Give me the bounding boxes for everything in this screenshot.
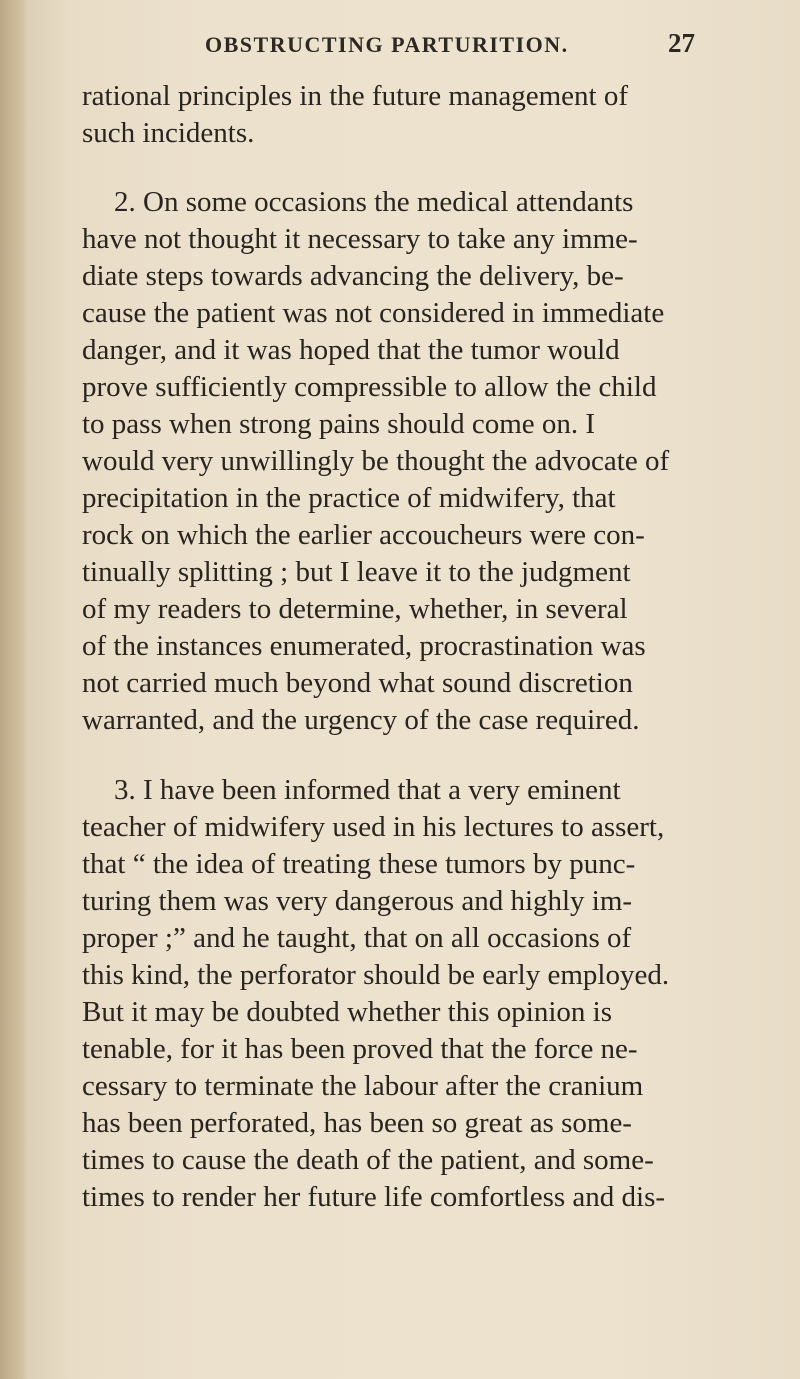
text-line: 2. On some occasions the medical attendants — [114, 186, 634, 218]
text-line: rock on which the earlier accoucheurs were con- — [82, 519, 645, 551]
text-line: cessary to terminate the labour after the cranium — [82, 1070, 644, 1102]
text-line: danger, and it was hoped that the tumor would — [82, 334, 620, 366]
text-line: tinually splitting ; but I leave it to the judgment — [82, 556, 631, 588]
text-line: of my readers to determine, whether, in several — [82, 593, 628, 625]
text-line: But it may be doubted whether this opinion is — [82, 996, 613, 1028]
text-line: teacher of midwifery used in his lectures to assert, — [82, 811, 665, 843]
page-header — [0, 18, 800, 58]
text-line: prove sufficiently compressible to allow the child — [82, 371, 657, 403]
page-gutter-shadow — [0, 0, 28, 1379]
text-line: proper ;” and he taught, that on all occasions of — [82, 922, 632, 954]
text-line: turing them was very dangerous and highly im- — [82, 885, 633, 917]
text-line: diate steps towards advancing the delivery, be- — [82, 260, 624, 292]
text-line: times to render her future life comfortless and dis- — [82, 1181, 666, 1213]
text-line: that “ the idea of treating these tumors by punc- — [82, 848, 636, 880]
text-line: to pass when strong pains should come on. I — [82, 408, 596, 440]
text-line: cause the patient was not considered in immediate — [82, 297, 665, 329]
text-line: would very unwillingly be thought the advocate of — [82, 445, 670, 477]
page-number: 27 — [668, 28, 695, 58]
running-title: OBSTRUCTING PARTURITION. — [205, 32, 569, 57]
text-line: not carried much beyond what sound discretion — [82, 667, 633, 699]
text-line: of the instances enumerated, procrastination was — [82, 630, 646, 662]
text-line: have not thought it necessary to take any imme- — [82, 223, 638, 255]
text-line: precipitation in the practice of midwifery, that — [82, 482, 616, 514]
text-line: 3. I have been informed that a very eminent — [114, 774, 621, 806]
text-line: this kind, the perforator should be early employed. — [82, 959, 670, 991]
text-line: warranted, and the urgency of the case required. — [82, 704, 640, 736]
text-line: times to cause the death of the patient, and some- — [82, 1144, 654, 1176]
text-line: has been perforated, has been so great as some- — [82, 1107, 632, 1139]
text-line: tenable, for it has been proved that the force ne- — [82, 1033, 638, 1065]
text-line: such incidents. — [82, 117, 255, 149]
text-line: rational principles in the future management of — [82, 80, 628, 112]
